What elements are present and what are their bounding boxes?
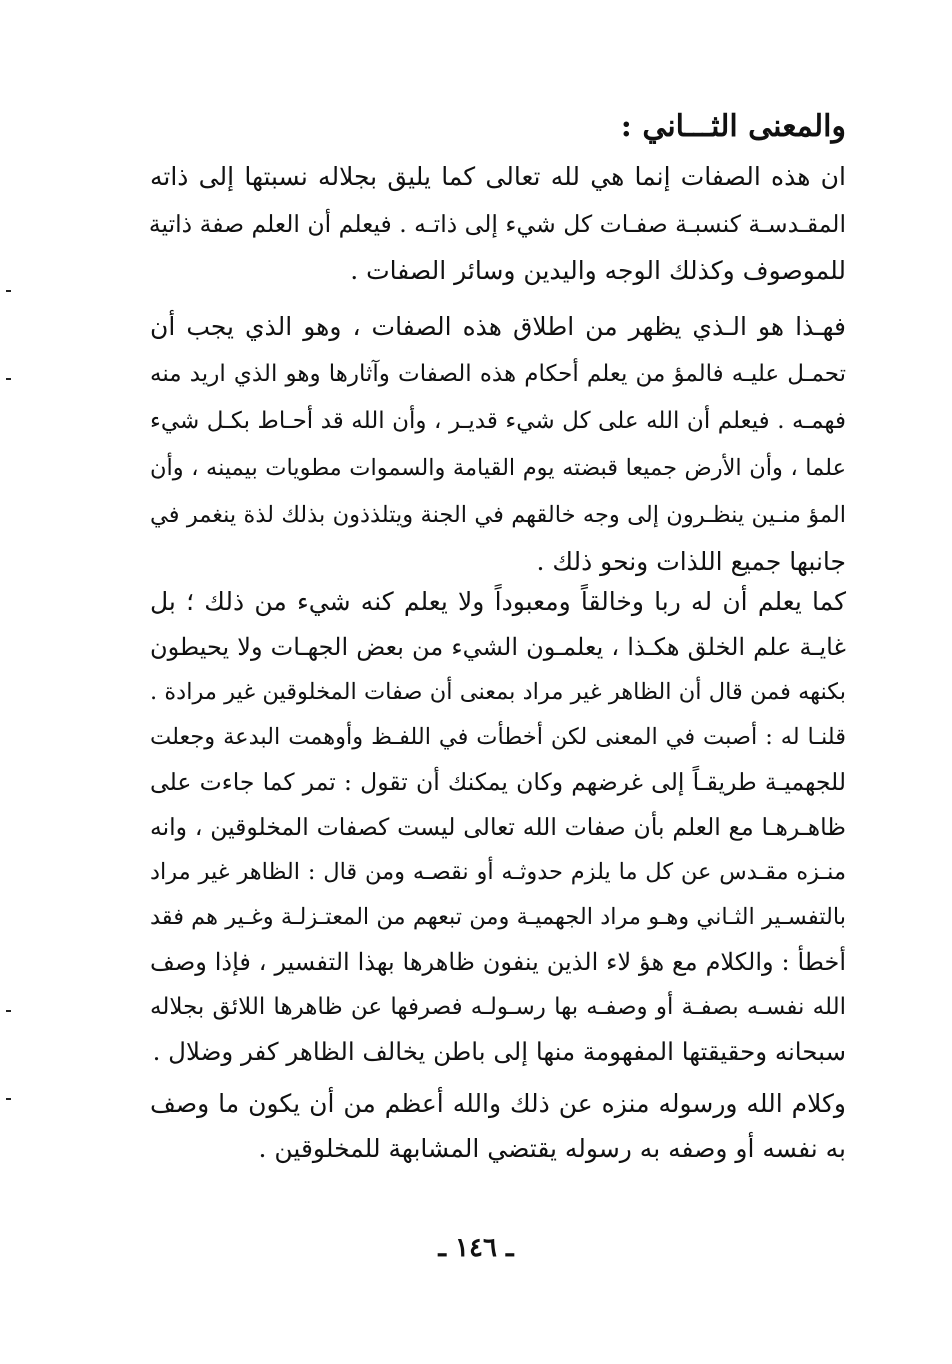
text-line: به نفسه أو وصفه به رسوله يقتضي المشابهة للمخلوقين . xyxy=(258,1134,846,1163)
section-heading: والمعنى الثـــاني : xyxy=(620,109,846,144)
text-line: فهـذا هو الـذي يظهر من اطلاق هذه الصفات ، وهو الذي يجب أن xyxy=(150,312,846,341)
margin-mark xyxy=(6,1010,11,1012)
text-line: للموصوف وكذلك الوجه واليدين وسائر الصفات . xyxy=(350,256,846,285)
text-line: منـزه مقـدس عن كل ما يلزم حدوثـه أو نقصـه ومن قال : الظاهر غير مراد xyxy=(150,859,846,885)
text-line: وكلام الله ورسوله منزه عن ذلك والله أعظم من أن يكون ما وصف xyxy=(150,1089,846,1118)
text-line: فهمـه . فيعلم أن الله على كل شيء قديـر ، وأن الله قد أحـاط بكـل شيء xyxy=(150,408,846,434)
text-line: للجهميـة طريقـاً إلى غرضهم وكان يمكنك أن تقول : تمر كما جاءت على xyxy=(150,768,846,796)
margin-mark xyxy=(6,1098,11,1100)
text-line: الله نفسـه بصفـة أو وصفـه بها رسـولـه فصرفها عن ظاهرها اللائق بجلاله xyxy=(150,994,846,1020)
margin-mark xyxy=(6,378,11,380)
text-line: ظاهـرهـا مع العلم بأن صفات الله تعالى ليست كصفات المخلوقين ، وانه xyxy=(150,813,846,841)
text-line: قلنـا له : أصبت في المعنى لكن أخطأت في اللفـظ وأوهمت البدعة وجعلت xyxy=(150,724,846,750)
text-line: بكنهه فمن قال أن الظاهر غير مراد بمعنى أن صفات المخلوقين غير مرادة . xyxy=(150,679,846,705)
text-line: علما ، وأن الأرض جميعا قبضته يوم القيامة والسموات مطويات بيمينه ، وأن xyxy=(150,455,846,481)
text-line: المقـدسـة كنسبـة صفـات كل شيء إلى ذاتـه . فيعلم أن العلم صفة ذاتية xyxy=(148,210,846,238)
page-number: ـ ١٤٦ ـ xyxy=(438,1233,514,1263)
text-line: المؤ منـين ينظـرون إلى وجه خالقهم في الجنة ويتلذذون بذلك لذة ينغمر في xyxy=(150,502,846,528)
margin-mark xyxy=(6,290,11,292)
text-line: بالتفسـير الثـاني وهـو مراد الجهميـة ومن تبعهم من المعتـزلـة وغـير هم فقد xyxy=(150,904,846,930)
text-line: جانبها جميع اللذات ونحو ذلك . xyxy=(536,547,846,576)
text-line: سبحانه وحقيقتها المفهومة منها إلى باطن يخالف الظاهر كفر وضلال . xyxy=(152,1037,846,1066)
text-line: غايـة علم الخلق هكـذا ، يعلمـون الشيء من بعض الجهـات ولا يحيطون xyxy=(150,633,846,661)
text-line: أخطأ : والكلام مع هؤ لاء الذين ينفون ظاهرها بهذا التفسير ، فإذا وصف xyxy=(150,948,846,976)
text-line: ان هذه الصفات إنما هي لله تعالى كما يليق بجلاله نسبتها إلى ذاته xyxy=(150,162,846,191)
text-line: كما يعلم أن له ربا وخالقاً ومعبوداً ولا يعلم كنه شيء من ذلك ؛ بل xyxy=(150,587,846,616)
text-line: تحمـل عليـه فالمؤ من يعلم أحكام هذه الصفات وآثارها وهو الذي اريد منه xyxy=(150,361,846,387)
